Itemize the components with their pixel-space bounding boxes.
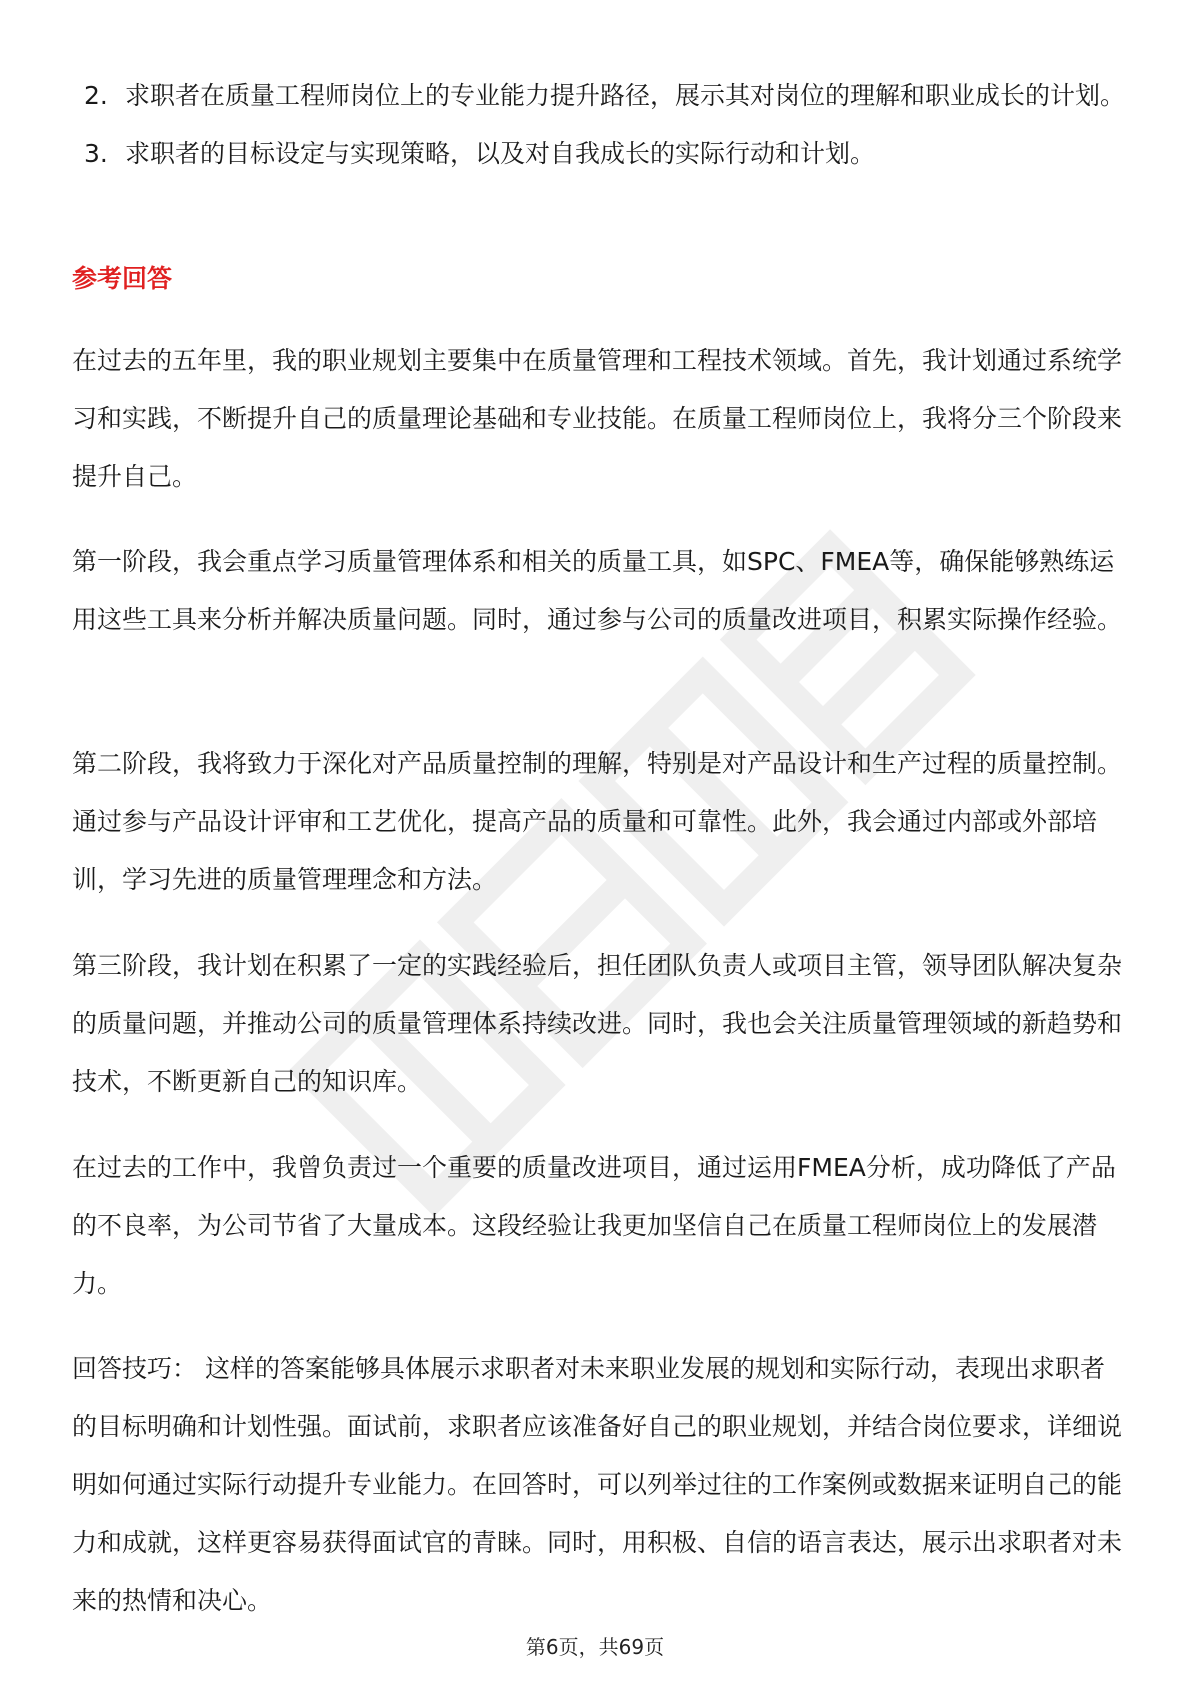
paragraph: 在过去的五年里，我的职业规划主要集中在质量管理和工程技术领域。首先，我计划通过系统学习和实践，不断提升自己的质量理论基础和专业技能。在质量工程师岗位上，我将分三个阶段来提升自己。 — [72, 346, 1123, 491]
answer-heading: 参考回答 — [72, 264, 173, 293]
list-number: 3. — [84, 139, 108, 168]
paragraph: 第二阶段，我将致力于深化对产品质量控制的理解，特别是对产品设计和生产过程的质量控制。通过参与产品设计评审和工艺优化，提高产品的质量和可靠性。此外，我会通过内部或外部培训，学习先进的质量管理理念和方法。 — [72, 749, 1123, 894]
paragraph: 第一阶段，我会重点学习质量管理体系和相关的质量工具，如SPC、FMEA等，确保能够熟练运用这些工具来分析并解决质量问题。同时，通过参与公司的质量改进项目，积累实际操作经验。 — [72, 547, 1123, 634]
paragraph: 在过去的工作中，我曾负责过一个重要的质量改进项目，通过运用FMEA分析，成功降低了产品的不良率，为公司节省了大量成本。这段经验让我更加坚信自己在质量工程师岗位上的发展潜力。 — [72, 1153, 1116, 1298]
list-text: 求职者在质量工程师岗位上的专业能力提升路径，展示其对岗位的理解和职业成长的计划。 — [125, 81, 1126, 110]
answer-tips-paragraph: 回答技巧： 这样的答案能够具体展示求职者对未来职业发展的规划和实际行动，表现出求职者的目标明确和计划性强。面试前，求职者应该准备好自己的职业规划，并结合岗位要求，详细说明如何通过实际行动提升专业能力。在回答时，可以列举过往的工作案例或数据来证明自己的能力和成就，这样更容易获得面试官的青睐。同时，用积极、自信的语言表达，展示出求职者对未来的热情和决心。 — [72, 1354, 1123, 1615]
list-text: 求职者的目标设定与实现策略，以及对自我成长的实际行动和计划。 — [125, 139, 876, 168]
list-item — [70, 67, 1130, 125]
criteria-list — [70, 67, 1130, 183]
page-number-footer: 第6页，共69页 — [525, 1635, 665, 1659]
list-item — [70, 125, 1130, 183]
list-number: 2. — [84, 81, 108, 110]
paragraph: 第三阶段，我计划在积累了一定的实践经验后，担任团队负责人或项目主管，领导团队解决复杂的质量问题，并推动公司的质量管理体系持续改进。同时，我也会关注质量管理领域的新趋势和技术，不断更新自己的知识库。 — [72, 951, 1123, 1096]
